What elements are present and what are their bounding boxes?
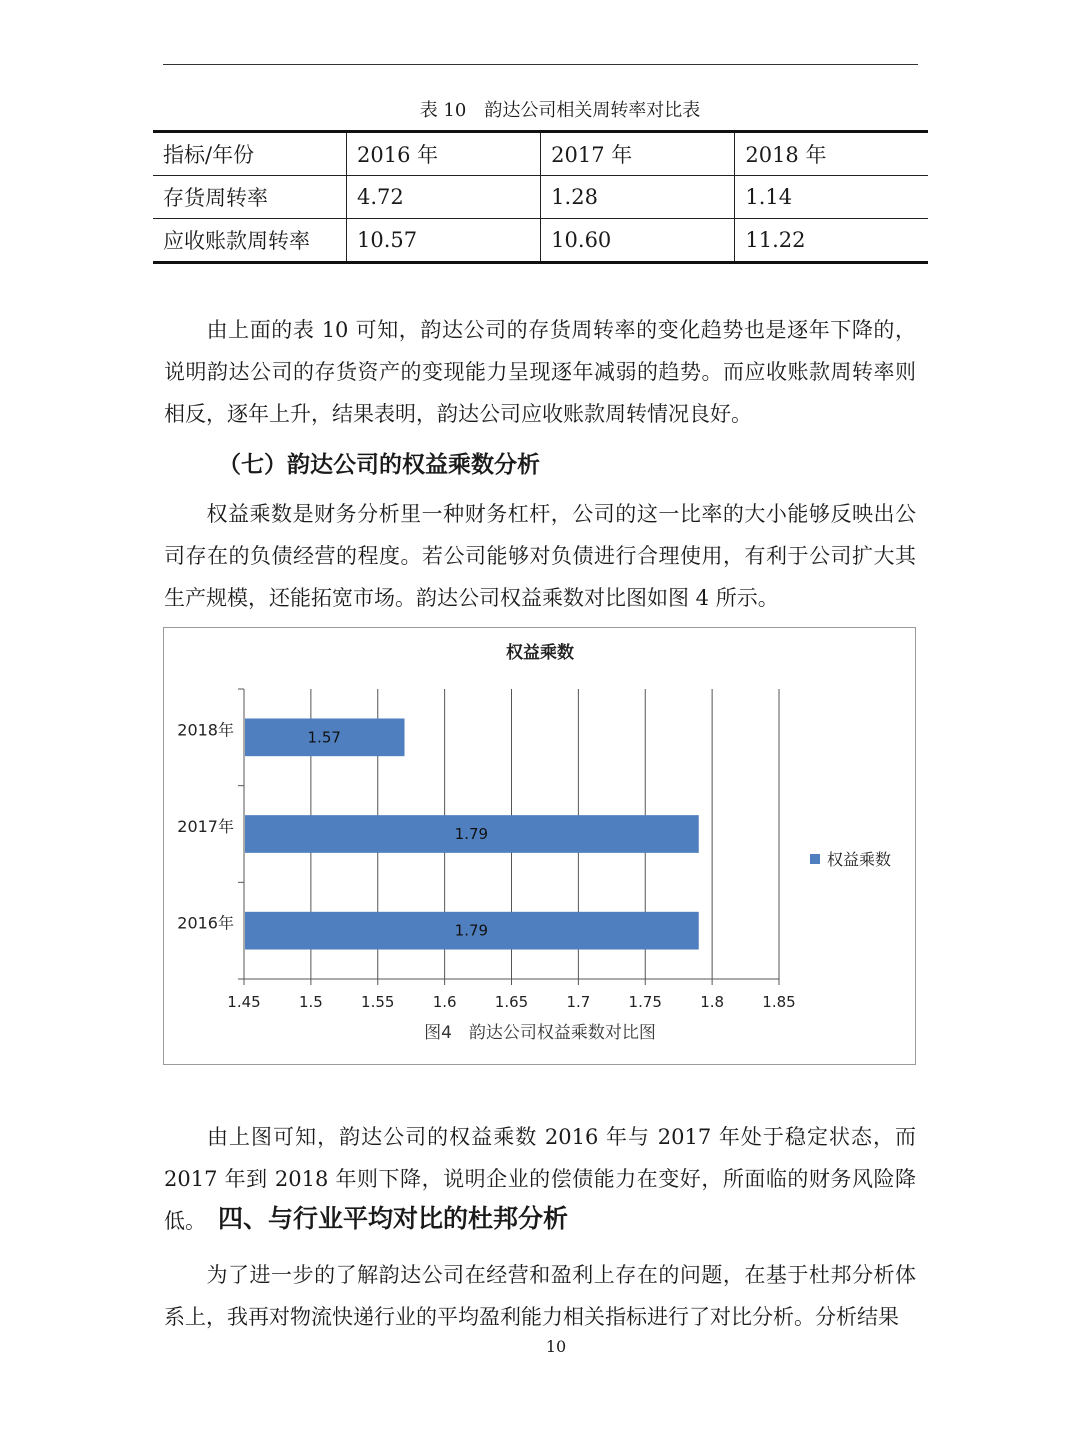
x-tick-label: 1.7 — [566, 993, 591, 1011]
table-cell: 4.72 — [347, 176, 541, 219]
table-caption: 表 10 韵达公司相关周转率对比表 — [419, 100, 701, 121]
bar-value-label: 1.79 — [454, 921, 489, 940]
x-tick-label: 1.5 — [298, 993, 323, 1011]
turnover-table — [153, 130, 928, 264]
equity-multiplier-chart — [164, 628, 915, 1064]
page-number: 10 — [545, 1337, 567, 1356]
x-tick-label: 1.65 — [494, 993, 529, 1011]
y-category-label: 2016年 — [177, 913, 234, 933]
y-category-label: 2018年 — [177, 720, 234, 740]
table-row — [153, 176, 928, 219]
paragraph-text: 由上图可知，韵达公司的权益乘数 2016 年与 2017 年处于稳定状态，而 2017 年到 2018 年则下降，说明企业的偿债能力在变好，所面临的财务风险降低。 — [164, 1125, 916, 1233]
legend-swatch — [810, 854, 820, 864]
paragraph-text: 为了进一步的了解韵达公司在经营和盈利上存在的问题，在基于杜邦分析体系上，我再对物流快递行业的平均盈利能力相关指标进行了对比分析。分析结果 — [164, 1263, 916, 1329]
x-tick-label: 1.45 — [227, 993, 261, 1011]
section-heading-dupont: 四、与行业平均对比的杜邦分析 — [218, 1204, 569, 1233]
paragraph-equity-intro — [164, 493, 916, 619]
chart-frame — [163, 627, 916, 1065]
chart-caption: 图4 韵达公司权益乘数对比图 — [424, 1023, 656, 1043]
section-heading-equity-multiplier: （七）韵达公司的权益乘数分析 — [218, 452, 540, 478]
table-header-cell: 2017 年 — [541, 132, 735, 176]
table-cell: 应收账款周转率 — [153, 219, 347, 263]
table-header-row — [153, 132, 928, 176]
x-tick-label: 1.55 — [361, 993, 395, 1011]
table-cell: 11.22 — [735, 219, 928, 263]
header-rule — [163, 64, 918, 65]
table-cell: 10.57 — [347, 219, 541, 263]
table-row — [153, 219, 928, 263]
x-tick-label: 1.8 — [700, 993, 725, 1011]
legend-label: 权益乘数 — [827, 850, 892, 869]
paragraph-text: 权益乘数是财务分析里一种财务杠杆，公司的这一比率的大小能够反映出公司存在的负债经营的程度。若公司能够对负债进行合理使用，有利于公司扩大其生产规模，还能拓宽市场。韵达公司权益乘数对比图如图 4 所示。 — [164, 502, 916, 610]
x-tick-label: 1.6 — [432, 993, 457, 1011]
y-category-label: 2017年 — [177, 817, 234, 836]
paragraph-text: 由上面的表 10 可知，韵达公司的存货周转率的变化趋势也是逐年下降的，说明韵达公司的存货资产的变现能力呈现逐年减弱的趋势。而应收账款周转率则相反，逐年上升，结果表明，韵达公司应收账款周转情况良好。 — [164, 318, 916, 426]
table-cell: 1.14 — [735, 176, 928, 219]
table-cell: 10.60 — [541, 219, 735, 263]
table-cell: 存货周转率 — [153, 176, 347, 219]
table-header-cell: 指标/年份 — [153, 132, 347, 176]
x-tick-label: 1.75 — [628, 993, 662, 1011]
x-tick-label: 1.85 — [762, 993, 796, 1011]
table-header-cell: 2018 年 — [735, 132, 928, 176]
paragraph-table-analysis — [164, 309, 916, 435]
bar-value-label: 1.57 — [307, 728, 341, 747]
paragraph-dupont-intro — [164, 1254, 916, 1338]
bar-value-label: 1.79 — [454, 825, 489, 843]
chart-title: 权益乘数 — [506, 643, 574, 663]
table-cell: 1.28 — [541, 176, 735, 219]
table-header-cell: 2016 年 — [347, 132, 541, 176]
